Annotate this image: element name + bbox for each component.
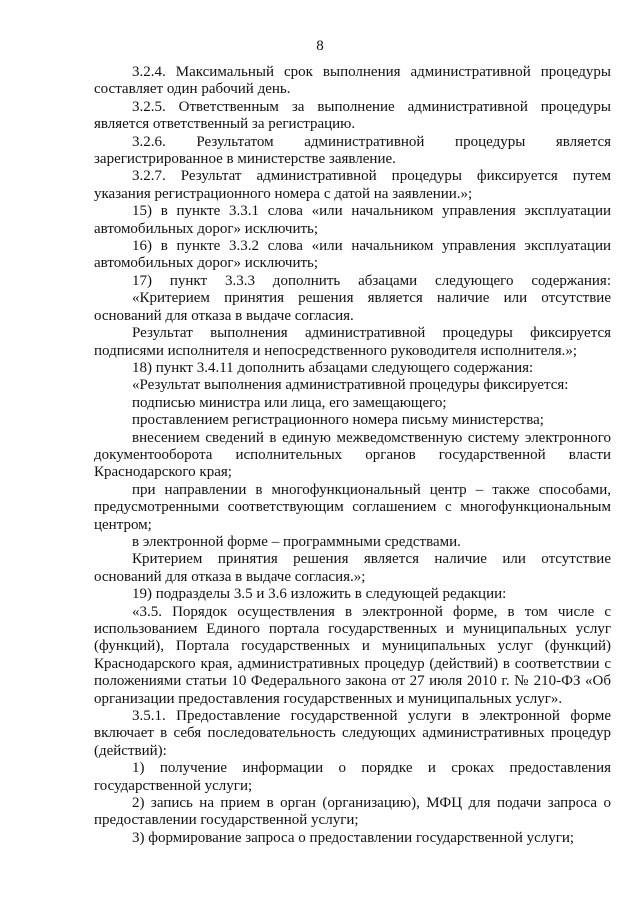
paragraph-item-16: 16) в пункте 3.3.2 слова «или начальником управления эксплуатации автомобильных дорог» исключить; xyxy=(94,238,611,272)
list-item-1: 1) получение информации о порядке и сроках предоставления государственной услуги; xyxy=(94,760,611,794)
paragraph-mfc-direction: при направлении в многофункциональный центр – также способами, предусмотренными соответствующим соглашением с многофункциональным центром; xyxy=(94,481,611,533)
paragraph-criterion-1: «Критерием принятия решения является наличие или отсутствие оснований для отказа в выдаче согласия. xyxy=(94,290,611,324)
document-body xyxy=(94,64,611,847)
paragraph-minister-signature: подписью министра или лица, его замещающего; xyxy=(132,394,447,411)
paragraph-item-19: 19) подразделы 3.5 и 3.6 изложить в следующей редакции: xyxy=(132,586,507,603)
page-number: 8 xyxy=(316,38,324,54)
paragraph-3-2-6: 3.2.6. Результатом административной процедуры является зарегистрированное в министерстве заявление. xyxy=(94,133,611,168)
paragraph-3-2-5: 3.2.5. Ответственным за выполнение административной процедуры является ответственный за регистрацию. xyxy=(94,98,611,133)
paragraph-3-5: «3.5. Порядок осуществления в электронной форме, в том числе с использованием Единого портала государственных и муниципальных услуг (функций), Портала государственных и муниципальных услуг (функций) Краснодарского края, административных процедур (действий) в соответствии с положениями статьи 10 Федерального закона от 27 июля 2010 г. № 210-ФЗ «Об организации предоставления государственных и муниципальных услуг». xyxy=(94,603,611,707)
paragraph-3-2-7: 3.2.7. Результат административной процедуры фиксируется путем указания регистрационного номера с датой на заявлении.»; xyxy=(94,168,611,202)
paragraph-3-2-4: 3.2.4. Максимальный срок выполнения административной процедуры составляет один рабочий день. xyxy=(94,64,611,98)
list-item-2: 2) запись на прием в орган (организацию), МФЦ для подачи запроса о предоставлении государственной услуги; xyxy=(94,795,611,829)
paragraph-result-fixed: «Результат выполнения административной процедуры фиксируется: xyxy=(132,377,569,394)
paragraph-result-1: Результат выполнения административной процедуры фиксируется подписями исполнителя и непосредственного руководителя исполнителя.»; xyxy=(94,325,611,359)
paragraph-edms-entry: внесением сведений в единую межведомственную систему электронного документооборота исполнительных органов государственной власти Краснодарского края; xyxy=(94,429,611,481)
paragraph-criterion-2: Критерием принятия решения является наличие или отсутствие оснований для отказа в выдаче согласия.»; xyxy=(94,551,611,585)
paragraph-3-5-1: 3.5.1. Предоставление государственной услуги в электронной форме включает в себя последовательность следующих административных процедур (действий): xyxy=(94,708,611,759)
paragraph-registration-number: проставлением регистрационного номера письму министерства; xyxy=(132,412,544,429)
paragraph-item-17: 17) пункт 3.3.3 дополнить абзацами следующего содержания: xyxy=(132,272,611,289)
paragraph-electronic-form: в электронной форме – программными средствами. xyxy=(132,533,461,550)
paragraph-item-18: 18) пункт 3.4.11 дополнить абзацами следующего содержания: xyxy=(132,359,534,376)
list-item-3: 3) формирование запроса о предоставлении государственной услуги; xyxy=(132,829,575,846)
paragraph-item-15: 15) в пункте 3.3.1 слова «или начальником управления эксплуатации автомобильных дорог» исключить; xyxy=(94,203,611,237)
